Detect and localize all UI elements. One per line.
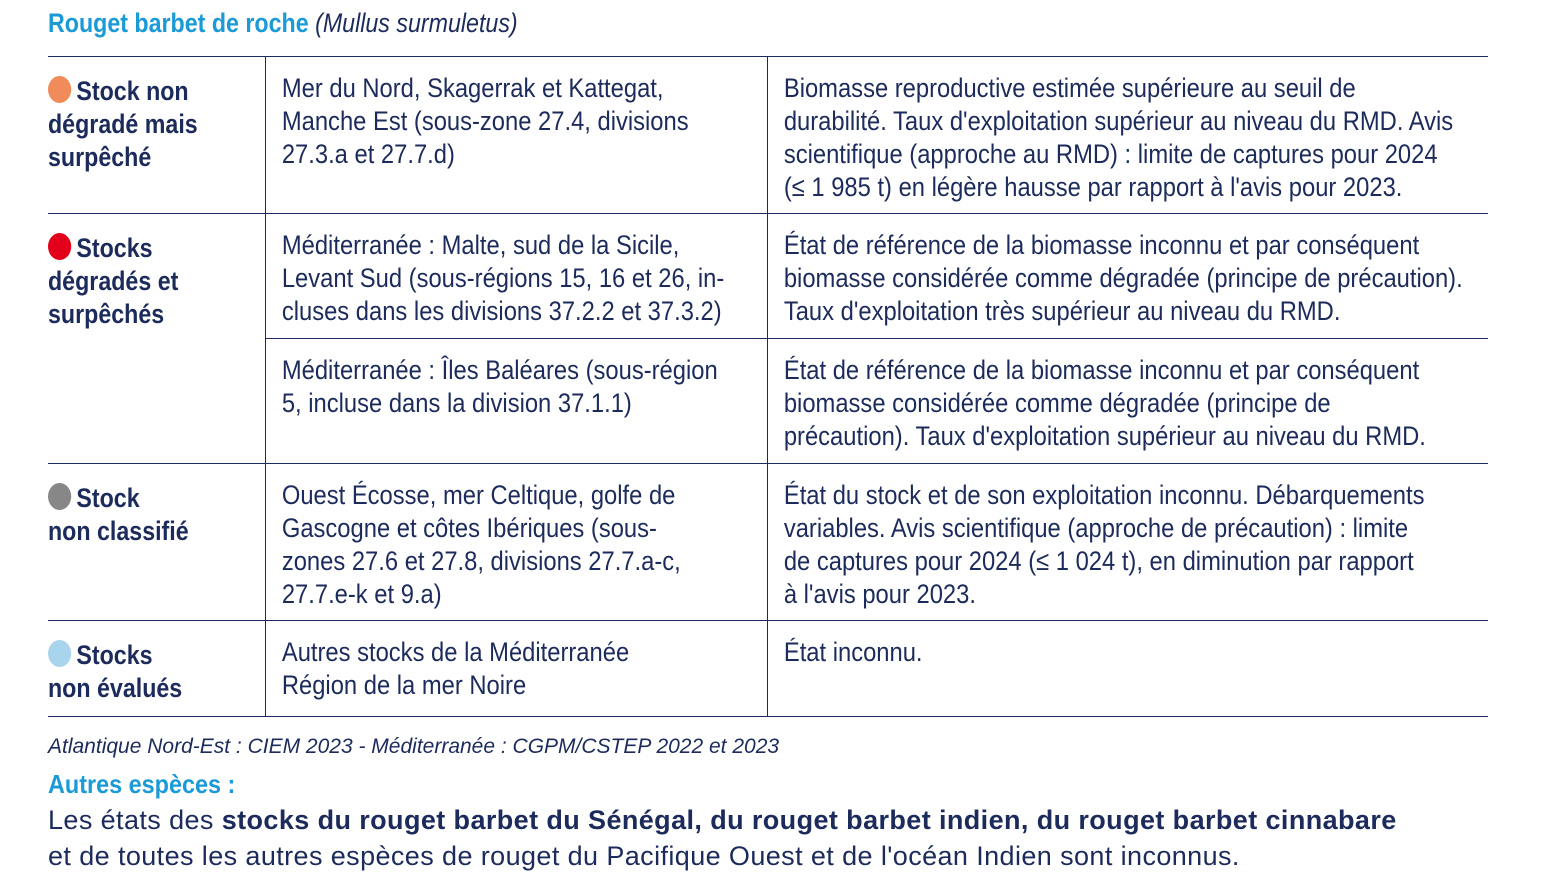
description-text: Biomasse reproductive estimée supérieure au seuil de durabilité. Taux d'exploitation supérieur au niveau du RMD. Avis scientifique (approche au RMD) : limite de captures pour 2024 (≤ 1 985 t) en légère hausse par rapport à l'avis pour 2023. [783, 73, 1453, 202]
other-species-heading: Autres espèces : [48, 769, 236, 799]
description-cell [767, 621, 1488, 717]
status-dot-icon [48, 76, 71, 103]
other-species-highlight: stocks du rouget barbet du Sénégal, du rouget barbet indien, du rouget barbet cinnabare [221, 805, 1397, 835]
description-cell [767, 339, 1488, 464]
status-label: Stock non classifié [48, 483, 189, 546]
description-cell [767, 214, 1488, 339]
status-label: Stocks non évalués [48, 640, 183, 703]
status-dot-icon [48, 483, 71, 510]
area-text: Méditerranée : Malte, sud de la Sicile, Levant Sud (sous-régions 15, 16 et 26, in- cluses dans les divisions 37.2.2 et 37.3.2) [281, 230, 724, 326]
table-row [48, 464, 1488, 621]
status-label: Stock non dégradé mais surpêché [48, 76, 198, 172]
description-text: État de référence de la biomasse inconnu et par conséquent biomasse considérée comme dégradée (principe de précaution). Taux d'exploitation très supérieur au niveau du RMD. [783, 230, 1463, 326]
area-cell [265, 464, 767, 621]
area-cell [265, 214, 767, 339]
species-name: Rouget barbet de roche [48, 8, 309, 38]
description-text: État de référence de la biomasse inconnu et par conséquent biomasse considérée comme dégradée (principe de précaution). Taux d'exploitation supérieur au niveau du RMD. [783, 355, 1426, 451]
page-title [48, 6, 518, 40]
status-dot-icon [48, 640, 71, 667]
other-species-paragraph: Les états des stocks du rouget barbet du Sénégal, du rouget barbet indien, du rouget barbet cinnabare et de toutes les autres espèces de rouget du Pacifique Ouest et de l'océan Indien sont inconnus. [48, 805, 1397, 871]
area-text: Méditerranée : Îles Baléares (sous-région 5, incluse dans la division 37.1.1) [281, 355, 718, 418]
status-label: Stocks dégradés et surpêchés [48, 233, 179, 329]
area-cell [265, 339, 767, 464]
stock-status-table [48, 56, 1488, 717]
table-row [48, 214, 1488, 339]
description-cell [767, 57, 1488, 214]
description-text: État inconnu. [783, 637, 923, 667]
status-cell [48, 464, 265, 621]
area-text: Autres stocks de la Méditerranée Région de la mer Noire [281, 637, 629, 700]
area-cell [265, 57, 767, 214]
status-cell [48, 57, 265, 214]
area-cell [265, 621, 767, 717]
area-text: Mer du Nord, Skagerrak et Kattegat, Manche Est (sous-zone 27.4, divisions 27.3.a et 27.7.d) [281, 73, 689, 169]
table-row [48, 621, 1488, 717]
source-note: Atlantique Nord-Est : CIEM 2023 - Méditerranée : CGPM/CSTEP 2022 et 2023 [48, 735, 780, 758]
area-text: Ouest Écosse, mer Celtique, golfe de Gascogne et côtes Ibériques (sous- zones 27.6 et 27.8, divisions 27.7.a-c, 27.7.e-k et 9.a) [281, 480, 681, 609]
description-text: État du stock et de son exploitation inconnu. Débarquements variables. Avis scientifique (approche de précaution) : limite de captures pour 2024 (≤ 1 024 t), en diminution par rapport à l'avis pour 2023. [783, 480, 1424, 609]
status-dot-icon [48, 233, 71, 260]
description-cell [767, 464, 1488, 621]
status-cell [48, 214, 265, 464]
status-cell [48, 621, 265, 717]
species-latin-name: (Mullus surmuletus) [315, 8, 518, 38]
table-row [48, 57, 1488, 214]
